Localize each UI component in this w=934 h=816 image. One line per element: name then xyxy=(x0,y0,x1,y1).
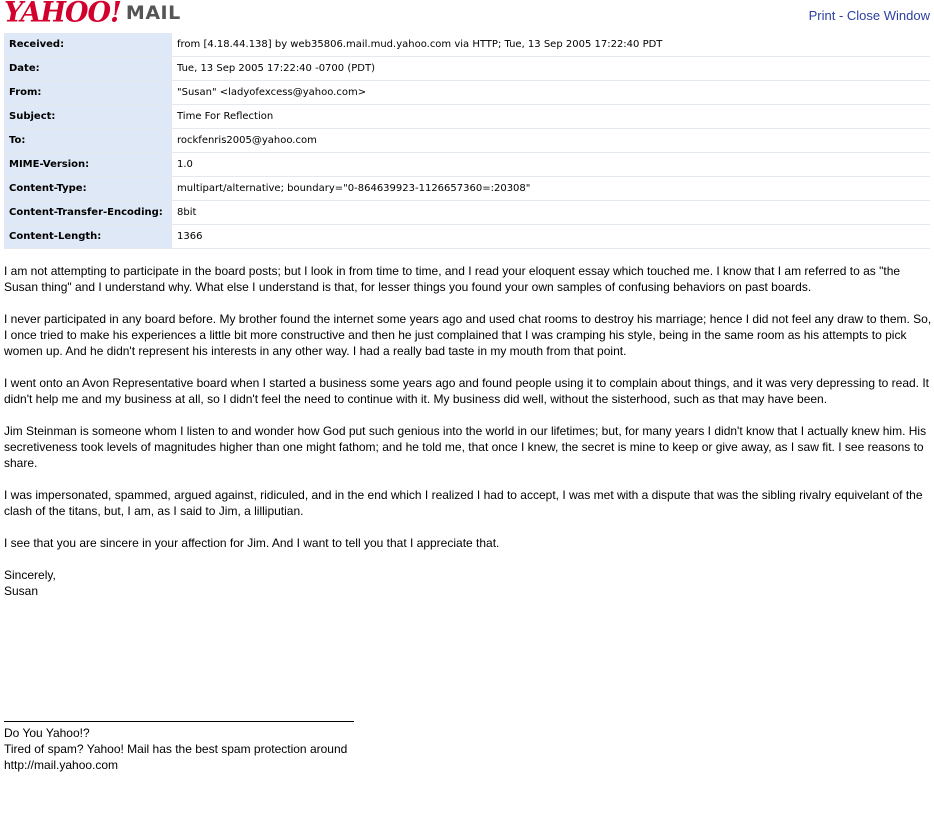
header-value: 1366 xyxy=(172,225,930,249)
header-name: Content-Transfer-Encoding: xyxy=(4,201,172,225)
header-row-from xyxy=(4,81,930,105)
header-value: "Susan" <ladyofexcess@yahoo.com> xyxy=(172,81,930,105)
close-window-link[interactable]: Close Window xyxy=(846,8,930,23)
header-value: multipart/alternative; boundary="0-864639923-1126657360=:20308" xyxy=(172,177,930,201)
header-name: From: xyxy=(4,81,172,105)
email-footer xyxy=(4,725,347,773)
header-value: from [4.18.44.138] by web35806.mail.mud.yahoo.com via HTTP; Tue, 13 Sep 2005 17:22:40 PDT xyxy=(172,33,930,57)
header-row-subject xyxy=(4,105,930,129)
header-name: Content-Type: xyxy=(4,177,172,201)
top-bar xyxy=(0,0,934,32)
body-paragraph: Jim Steinman is someone whom I listen to and wonder how God put such genious into the world in our lifetimes; but, for many years I didn't know that I actually knew him. His secretiveness took levels of magnitudes higher than one might fathom; and he told me, that once I knew, the secret is mine to keep or give away, as I saw fit. I see reasons to share. xyxy=(4,424,927,470)
header-name: MIME-Version: xyxy=(4,153,172,177)
header-value: 1.0 xyxy=(172,153,930,177)
email-headers-table xyxy=(4,33,930,249)
header-row-content-type xyxy=(4,177,930,201)
closing-line: Sincerely, xyxy=(4,568,56,582)
header-row-content-transfer-encoding xyxy=(4,201,930,225)
link-separator: - xyxy=(838,8,844,23)
top-links xyxy=(809,8,930,23)
header-row-received xyxy=(4,33,930,57)
header-value: Time For Reflection xyxy=(172,105,930,129)
header-row-date xyxy=(4,57,930,81)
body-paragraph: I see that you are sincere in your affection for Jim. And I want to tell you that I appreciate that. xyxy=(4,536,500,550)
footer-line-do-you-yahoo: Do You Yahoo!? xyxy=(4,726,90,740)
logo-mail-text: MAIL xyxy=(125,2,181,24)
body-paragraph: I was impersonated, spammed, argued against, ridiculed, and in the end which I realized I had to accept, I was met with a dispute that was the sibling rivalry equivelant of the clash of the titans, but, I am, as I said to Jim, a lilliputian. xyxy=(4,488,923,518)
footer-line-url: http://mail.yahoo.com xyxy=(4,758,119,772)
footer-line-spam-protection: Tired of spam? Yahoo! Mail has the best spam protection around xyxy=(4,742,348,756)
print-link[interactable]: Print xyxy=(808,8,836,23)
signature: Susan xyxy=(4,584,39,598)
header-name: Subject: xyxy=(4,105,172,129)
header-name: Content-Length: xyxy=(4,225,172,249)
yahoo-mail-logo xyxy=(4,0,181,28)
header-value: Tue, 13 Sep 2005 17:22:40 -0700 (PDT) xyxy=(172,57,930,81)
header-name: Received: xyxy=(4,33,172,57)
header-name: To: xyxy=(4,129,172,153)
logo-yahoo-text: YAHOO! xyxy=(4,0,121,29)
header-value: rockfenris2005@yahoo.com xyxy=(172,129,930,153)
header-row-to xyxy=(4,129,930,153)
body-paragraph: I am not attempting to participate in the board posts; but I look in from time to time, and I read your eloquent essay which touched me. I know that I am referred to as "the Susan thing" and I understand why. What else I understand is that, for lesser things you found your own samples of confusing behaviors on past boards. xyxy=(4,264,901,294)
body-paragraph: I never participated in any board before. My brother found the internet some years ago and used chat rooms to destroy his marriage; hence I did not feel any draw to them. So, I once tried to make his experiences a little bit more constructive and then he just complained that I was cramping his style, being in the same room as his attempts to pick women up. And he didn't represent his interests in any other way. I had a really bad taste in my mouth from that point. xyxy=(4,312,932,358)
body-paragraph: I went onto an Avon Representative board when I started a business some years ago and found people using it to complain about things, and it was very depressing to read. It didn't help me and my business at all, so I didn't feel the need to continue with it. My business did well, without the sisterhood, such as that may have been. xyxy=(4,376,930,406)
email-body xyxy=(4,263,932,599)
header-name: Date: xyxy=(4,57,172,81)
header-row-mime-version xyxy=(4,153,930,177)
header-row-content-length xyxy=(4,225,930,249)
footer-divider xyxy=(4,721,354,722)
header-value: 8bit xyxy=(172,201,930,225)
